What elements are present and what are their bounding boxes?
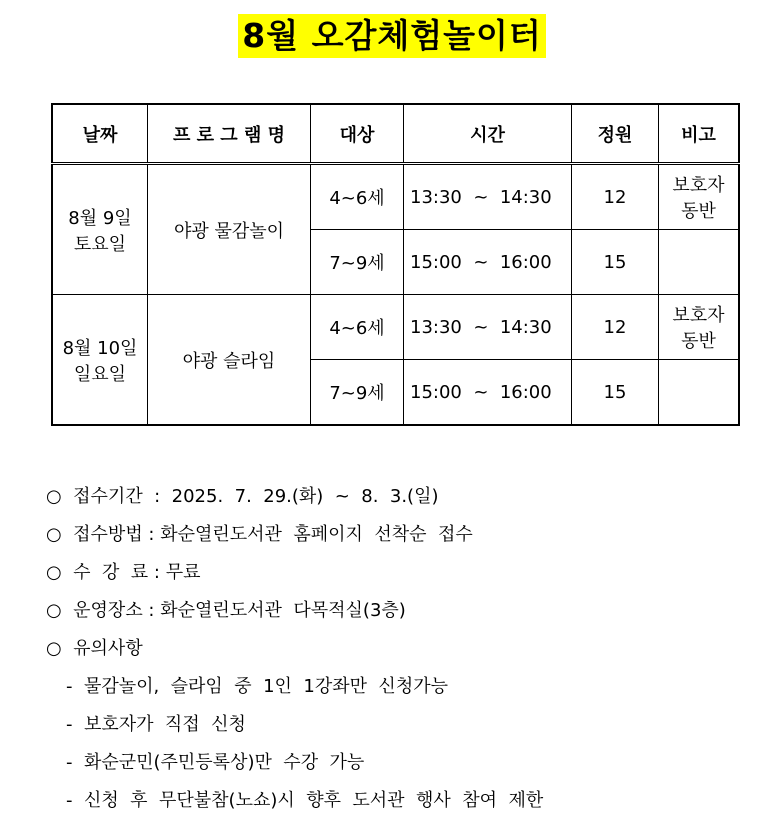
note-reception-method: ○ 접수방법 : 화순열린도서관 홈페이지 선착순 접수 bbox=[46, 524, 473, 545]
date-text: 8월 9일 bbox=[68, 207, 132, 229]
header-target: 대상 bbox=[311, 104, 404, 164]
time-cell: 15:00 ~ 16:00 bbox=[404, 360, 572, 426]
title-wrap bbox=[0, 14, 784, 58]
schedule-table bbox=[51, 103, 740, 426]
note-text: 동반 bbox=[681, 201, 716, 222]
capacity-cell: 15 bbox=[572, 230, 659, 295]
note-text: 동반 bbox=[681, 331, 716, 352]
time-cell: 15:00 ~ 16:00 bbox=[404, 230, 572, 295]
note-cell bbox=[659, 360, 740, 426]
header-capacity: 정원 bbox=[572, 104, 659, 164]
note-venue: ○ 운영장소 : 화순열린도서관 다목적실(3층) bbox=[46, 600, 406, 621]
sub-note: - 화순군민(주민등록상)만 수강 가능 bbox=[66, 752, 365, 773]
page-title: 8월 오감체험놀이터 bbox=[238, 14, 545, 58]
header-program: 프 로 그 램 명 bbox=[148, 104, 311, 164]
date-cell bbox=[52, 295, 148, 426]
date-cell bbox=[52, 164, 148, 295]
program-cell: 야광 물감놀이 bbox=[148, 164, 311, 295]
target-cell: 7~9세 bbox=[311, 360, 404, 426]
table-header-row bbox=[52, 104, 739, 164]
capacity-cell: 15 bbox=[572, 360, 659, 426]
header-date: 날짜 bbox=[52, 104, 148, 164]
note-reception-period: ○ 접수기간 : 2025. 7. 29.(화) ~ 8. 3.(일) bbox=[46, 486, 439, 507]
day-text: 일요일 bbox=[73, 363, 127, 385]
time-cell: 13:30 ~ 14:30 bbox=[404, 164, 572, 230]
note-text: 보호자 bbox=[672, 175, 725, 196]
target-cell: 4~6세 bbox=[311, 164, 404, 230]
target-cell: 7~9세 bbox=[311, 230, 404, 295]
day-text: 토요일 bbox=[73, 233, 127, 255]
header-time: 시간 bbox=[404, 104, 572, 164]
note-cell bbox=[659, 230, 740, 295]
note-fee: ○ 수 강 료 : 무료 bbox=[46, 562, 201, 583]
date-text: 8월 10일 bbox=[62, 337, 138, 359]
program-cell: 야광 슬라임 bbox=[148, 295, 311, 426]
header-note: 비고 bbox=[659, 104, 740, 164]
sub-note: - 물감놀이, 슬라임 중 1인 1강좌만 신청가능 bbox=[66, 676, 448, 697]
table-row bbox=[52, 295, 739, 360]
time-cell: 13:30 ~ 14:30 bbox=[404, 295, 572, 360]
sub-note: - 보호자가 직접 신청 bbox=[66, 714, 246, 735]
note-cell bbox=[659, 164, 740, 230]
notes-list bbox=[46, 484, 543, 826]
note-caution-heading: ○ 유의사항 bbox=[46, 638, 143, 659]
note-cell bbox=[659, 295, 740, 360]
table-row bbox=[52, 164, 739, 230]
capacity-cell: 12 bbox=[572, 164, 659, 230]
target-cell: 4~6세 bbox=[311, 295, 404, 360]
sub-note: - 신청 후 무단불참(노쇼)시 향후 도서관 행사 참여 제한 bbox=[66, 790, 544, 811]
capacity-cell: 12 bbox=[572, 295, 659, 360]
note-text: 보호자 bbox=[672, 305, 725, 326]
